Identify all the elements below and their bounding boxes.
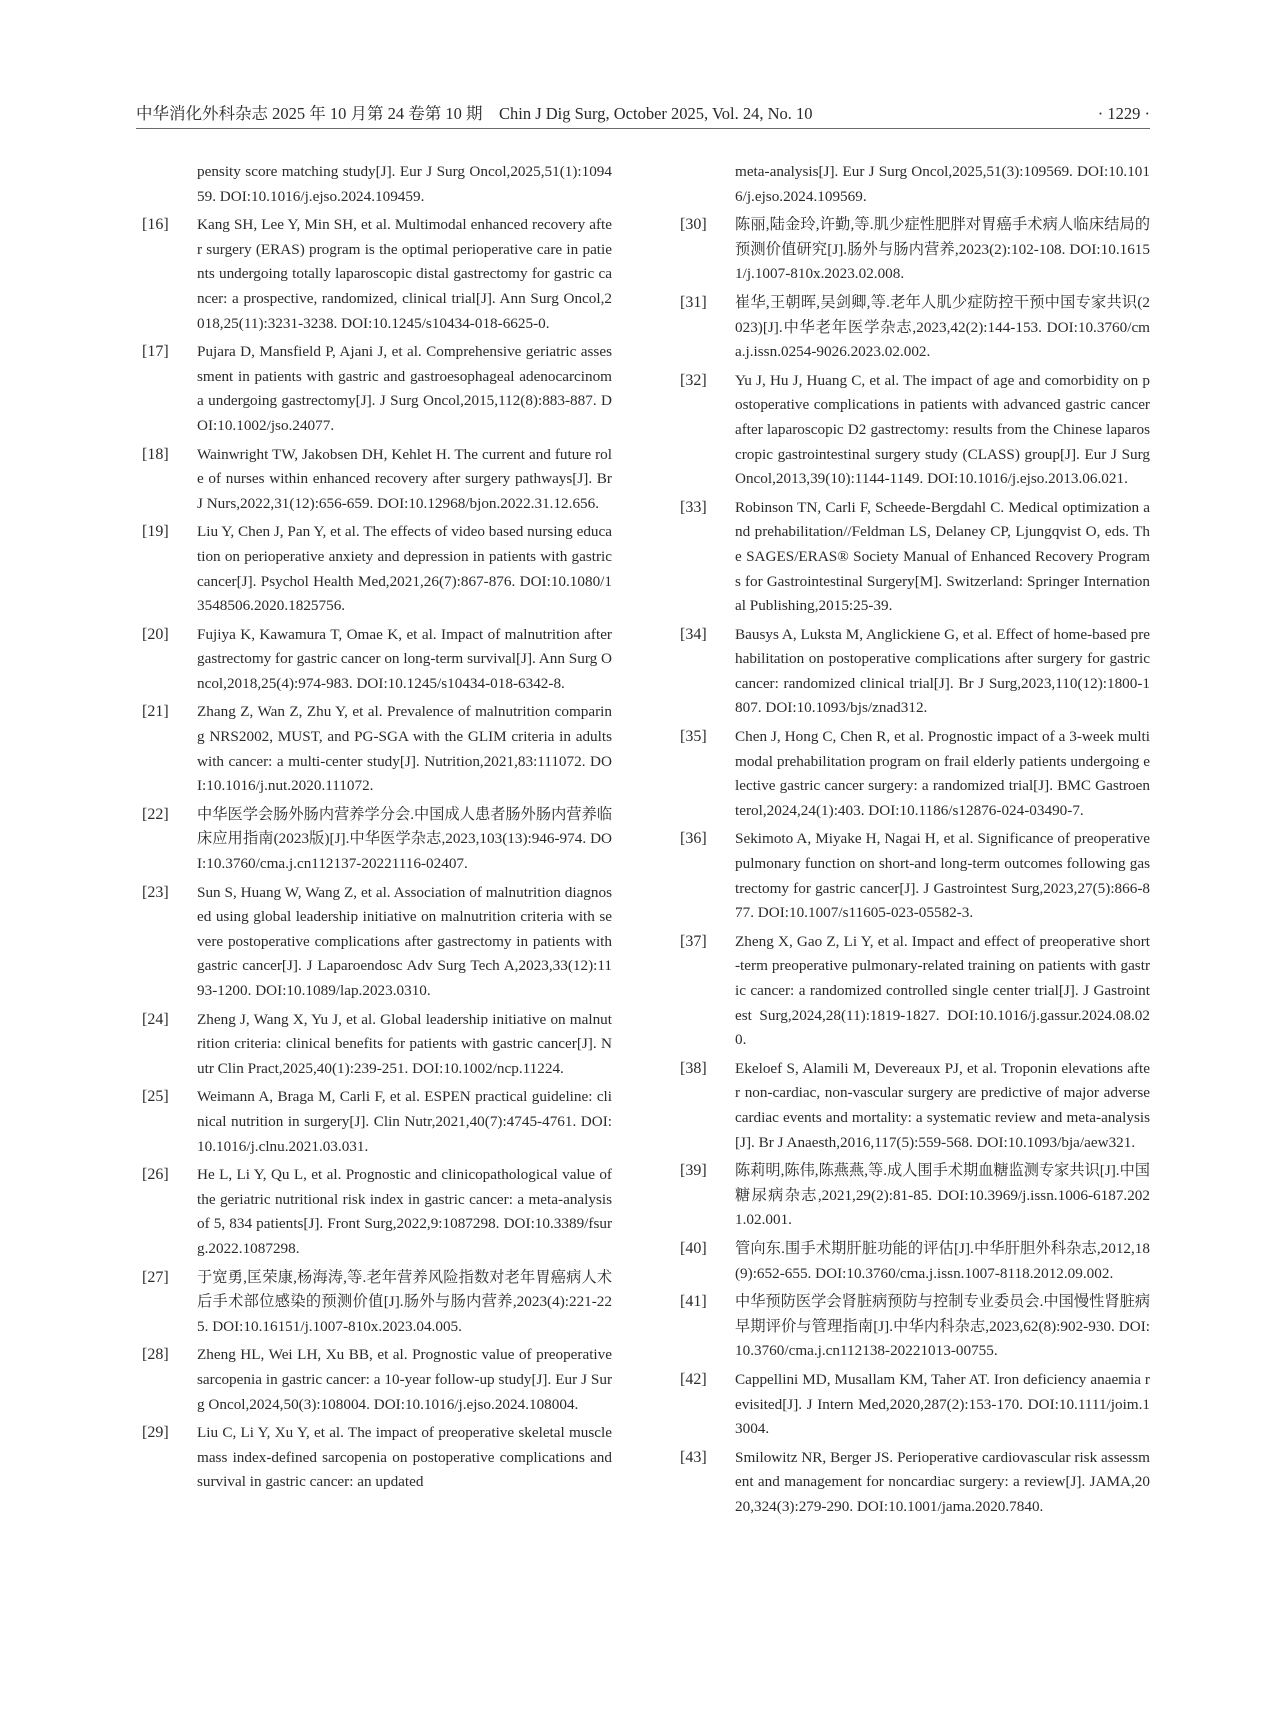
reference-entry	[142, 881, 612, 1004]
reference-number: [16]	[142, 216, 169, 234]
reference-number: [36]	[680, 830, 707, 848]
reference-number: [39]	[680, 1162, 707, 1180]
journal-citation-header: 中华消化外科杂志 2025 年 10 月第 24 卷第 10 期 Chin J Dig Surg, October 2025, Vol. 24, No. 10	[136, 104, 813, 123]
reference-entry	[142, 1163, 612, 1261]
running-header	[136, 102, 1150, 129]
reference-entry	[142, 213, 612, 336]
reference-entry	[680, 1057, 1150, 1155]
reference-entry	[680, 930, 1150, 1053]
reference-list-left-column	[142, 160, 612, 1499]
reference-text: Cappellini MD, Musallam KM, Taher AT. Iron deficiency anaemia revisited[J]. J Intern Med,2020,287(2):153-170. DOI:10.1111/joim.13004.	[735, 1370, 1150, 1438]
reference-entry	[142, 443, 612, 517]
reference-entry	[142, 623, 612, 697]
reference-entry	[680, 1237, 1150, 1286]
reference-entry	[680, 369, 1150, 492]
reference-number: [37]	[680, 932, 707, 950]
reference-text: Ekeloef S, Alamili M, Devereaux PJ, et al. Troponin elevations after non-cardiac, non-vascular surgery are predictive of major adverse cardiac events and mortality: a systematic review and meta-analysis[J]. Br J Anaesth,2016,117(5):559-568. DOI:10.1093/bja/aew321.	[735, 1059, 1150, 1151]
reference-entry	[142, 1085, 612, 1159]
reference-text: Chen J, Hong C, Chen R, et al. Prognostic impact of a 3-week multimodal prehabilitation program on frail elderly patients undergoing elective gastric cancer surgery: a randomized trial[J]. BMC Gastroenterol,2024,24(1):403. DOI:10.1186/s12876-024-03490-7.	[735, 728, 1150, 819]
reference-number: [24]	[142, 1010, 169, 1028]
reference-number: [30]	[680, 216, 707, 234]
reference-entry	[680, 725, 1150, 823]
reference-entry	[680, 496, 1150, 619]
reference-number: [32]	[680, 371, 707, 389]
reference-entry	[680, 827, 1150, 925]
reference-number: [43]	[680, 1448, 707, 1466]
reference-number: [35]	[680, 728, 707, 746]
reference-list-right-column	[680, 160, 1150, 1523]
reference-text: 陈丽,陆金玲,许勤,等.肌少症性肥胖对胃癌手术病人临床结局的预测价值研究[J].肠外与肠内营养,2023(2):102-108. DOI:10.16151/j.1007-810x.2023.02.008.	[735, 216, 1150, 283]
reference-entry	[142, 1008, 612, 1082]
page-number: · 1229 ·	[1097, 104, 1150, 123]
reference-number: [20]	[142, 625, 169, 643]
reference-entry	[680, 1159, 1150, 1233]
reference-text: Fujiya K, Kawamura T, Omae K, et al. Impact of malnutrition after gastrectomy for gastric cancer on long-term survival[J]. Ann Surg Oncol,2018,25(4):974-983. DOI:10.1245/s10434-018-6342-8.	[197, 625, 612, 692]
reference-text: Liu Y, Chen J, Pan Y, et al. The effects of video based nursing education on perioperative anxiety and depression in patients with gastric cancer[J]. Psychol Health Med,2021,26(7):867-876. DOI:10.1080/13548506.2020.1825756.	[197, 523, 612, 615]
reference-text: Zheng J, Wang X, Yu J, et al. Global leadership initiative on malnutrition criteria: clinical benefits for patients with gastric cancer[J]. Nutr Clin Pract,2025,40(1):239-251. DOI:10.1002/ncp.11224.	[197, 1010, 612, 1077]
reference-number: [28]	[142, 1346, 169, 1364]
reference-number: [29]	[142, 1424, 169, 1442]
reference-text: 中华预防医学会肾脏病预防与控制专业委员会.中国慢性肾脏病早期评价与管理指南[J].中华内科杂志,2023,62(8):902-930. DOI:10.3760/cma.j.cn112138-20221013-00755.	[735, 1293, 1150, 1360]
reference-entry	[680, 1290, 1150, 1364]
reference-continuation	[680, 160, 1150, 209]
reference-number: [17]	[142, 343, 169, 361]
reference-entry	[680, 623, 1150, 721]
reference-number: [38]	[680, 1059, 707, 1077]
reference-entry	[142, 520, 612, 618]
reference-text: He L, Li Y, Qu L, et al. Prognostic and clinicopathological value of the geriatric nutritional risk index in gastric cancer: a meta-analysis of 5, 834 patients[J]. Front Surg,2022,9:1087298. DOI:10.3389/fsurg.2022.1087298.	[197, 1166, 612, 1257]
reference-entry	[142, 1343, 612, 1417]
reference-text: Bausys A, Luksta M, Anglickiene G, et al. Effect of home-based prehabilitation on postoperative complications after surgery for gastric cancer: randomized clinical trial[J]. Br J Surg,2023,110(12):1800-1807. DOI:10.1093/bjs/znad312.	[735, 625, 1150, 717]
reference-entry	[142, 340, 612, 438]
reference-entry	[142, 803, 612, 877]
reference-text: Sun S, Huang W, Wang Z, et al. Association of malnutrition diagnosed using global leadership initiative on malnutrition criteria with severe postoperative complications after gastrectomy in patients with gastric cancer[J]. J Laparoendosc Adv Surg Tech A,2023,33(12):1193-1200. DOI:10.1089/lap.2023.0310.	[197, 883, 612, 999]
reference-text: Zheng HL, Wei LH, Xu BB, et al. Prognostic value of preoperative sarcopenia in gastric cancer: a 10-year follow-up study[J]. Eur J Surg Oncol,2024,50(3):108004. DOI:10.1016/j.ejso.2024.108004.	[197, 1346, 612, 1413]
reference-entry	[142, 1421, 612, 1495]
reference-number: [40]	[680, 1239, 707, 1257]
reference-text: Wainwright TW, Jakobsen DH, Kehlet H. The current and future role of nurses within enhanced recovery after surgery pathways[J]. Br J Nurs,2022,31(12):656-659. DOI:10.12968/bjon.2022.31.12.656.	[197, 445, 612, 512]
reference-number: [42]	[680, 1370, 707, 1388]
reference-text: Weimann A, Braga M, Carli F, et al. ESPEN practical guideline: clinical nutrition in surgery[J]. Clin Nutr,2021,40(7):4745-4761. DOI:10.1016/j.clnu.2021.03.031.	[197, 1088, 612, 1155]
reference-number: [41]	[680, 1293, 707, 1311]
reference-text: Zhang Z, Wan Z, Zhu Y, et al. Prevalence of malnutrition comparing NRS2002, MUST, and PG-SGA with the GLIM criteria in adults with cancer: a multi-center study[J]. Nutrition,2021,83:111072. DOI:10.1016/j.nut.2020.111072.	[197, 703, 612, 795]
reference-entry	[142, 1266, 612, 1340]
reference-text: Pujara D, Mansfield P, Ajani J, et al. Comprehensive geriatric assessment in patients with gastric and gastroesophageal adenocarcinoma undergoing gastrectomy[J]. J Surg Oncol,2015,112(8):883-887. DOI:10.1002/jso.24077.	[197, 343, 612, 434]
reference-entry	[680, 213, 1150, 287]
reference-text: Robinson TN, Carli F, Scheede-Bergdahl C. Medical optimization and prehabilitation//Feldman LS, Delaney CP, Ljungqvist O, eds. The SAGES/ERAS® Society Manual of Enhanced Recovery Programs for Gastrointestinal Surgery[M]. Switzerland: Springer International Publishing,2015:25-39.	[735, 498, 1150, 615]
reference-continuation	[142, 160, 612, 209]
reference-text: Smilowitz NR, Berger JS. Perioperative cardiovascular risk assessment and management for noncardiac surgery: a review[J]. JAMA,2020,324(3):279-290. DOI:10.1001/jama.2020.7840.	[735, 1448, 1150, 1515]
reference-text: Liu C, Li Y, Xu Y, et al. The impact of preoperative skeletal muscle mass index-defined sarcopenia on postoperative complications and survival in gastric cancer: an updated	[197, 1424, 612, 1491]
reference-text: Yu J, Hu J, Huang C, et al. The impact of age and comorbidity on postoperative complications in patients with advanced gastric cancer after laparoscopic D2 gastrectomy: results from the Chinese laparoscropic gastrointestinal surgery study (CLASS) group[J]. Eur J Surg Oncol,2013,39(10):1144-1149. DOI:10.1016/j.ejso.2013.06.021.	[735, 371, 1150, 488]
reference-entries	[680, 213, 1150, 1519]
reference-text: Kang SH, Lee Y, Min SH, et al. Multimodal enhanced recovery after surgery (ERAS) program is the optimal perioperative care in patients undergoing totally laparoscopic distal gastrectomy for gastric cancer: a prospective, randomized, clinical trial[J]. Ann Surg Oncol,2018,25(11):3231-3238. DOI:10.1245/s10434-018-6625-0.	[197, 216, 612, 332]
reference-text: meta-analysis[J]. Eur J Surg Oncol,2025,51(3):109569. DOI:10.1016/j.ejso.2024.109569.	[735, 163, 1150, 205]
reference-number: [22]	[142, 805, 169, 823]
reference-number: [23]	[142, 883, 169, 901]
reference-text: 崔华,王朝晖,吴剑卿,等.老年人肌少症防控干预中国专家共识(2023)[J].中华老年医学杂志,2023,42(2):144-153. DOI:10.3760/cma.j.issn.0254-9026.2023.02.002.	[735, 293, 1150, 361]
reference-text: 于宽勇,匡荣康,杨海涛,等.老年营养风险指数对老年胃癌病人术后手术部位感染的预测价值[J].肠外与肠内营养,2023(4):221-225. DOI:10.16151/j.1007-810x.2023.04.005.	[197, 1268, 612, 1335]
reference-text: 中华医学会肠外肠内营养学分会.中国成人患者肠外肠内营养临床应用指南(2023版)[J].中华医学杂志,2023,103(13):946-974. DOI:10.3760/cma.j.cn112137-20221116-02407.	[197, 805, 612, 873]
reference-number: [27]	[142, 1268, 169, 1286]
reference-entry	[680, 1368, 1150, 1442]
reference-number: [34]	[680, 625, 707, 643]
reference-entry	[142, 700, 612, 798]
reference-text: 陈莉明,陈伟,陈燕燕,等.成人围手术期血糖监测专家共识[J].中国糖尿病杂志,2021,29(2):81-85. DOI:10.3969/j.issn.1006-6187.2021.02.001.	[735, 1162, 1150, 1229]
reference-text: 管向东.围手术期肝脏功能的评估[J].中华肝胆外科杂志,2012,18(9):652-655. DOI:10.3760/cma.j.issn.1007-8118.2012.09.002.	[735, 1239, 1150, 1282]
reference-entry	[680, 1446, 1150, 1520]
reference-entry	[680, 291, 1150, 365]
reference-text: Sekimoto A, Miyake H, Nagai H, et al. Significance of preoperative pulmonary function on short-and long-term outcomes following gastrectomy for gastric cancer[J]. J Gastrointest Surg,2023,27(5):866-877. DOI:10.1007/s11605-023-05582-3.	[735, 830, 1150, 922]
reference-number: [21]	[142, 703, 169, 721]
reference-number: [19]	[142, 523, 169, 541]
reference-number: [18]	[142, 445, 169, 463]
reference-text: pensity score matching study[J]. Eur J Surg Oncol,2025,51(1):109459. DOI:10.1016/j.ejso.2024.109459.	[197, 163, 612, 205]
reference-entries	[142, 213, 612, 1495]
reference-number: [33]	[680, 498, 707, 516]
reference-number: [26]	[142, 1166, 169, 1184]
reference-number: [31]	[680, 293, 707, 311]
reference-text: Zheng X, Gao Z, Li Y, et al. Impact and effect of preoperative short-term preoperative pulmonary-related training on patients with gastric cancer: a randomized controlled single center trial[J]. J Gastrointest Surg,2024,28(11):1819-1827. DOI:10.1016/j.gassur.2024.08.020.	[735, 932, 1150, 1049]
reference-number: [25]	[142, 1088, 169, 1106]
